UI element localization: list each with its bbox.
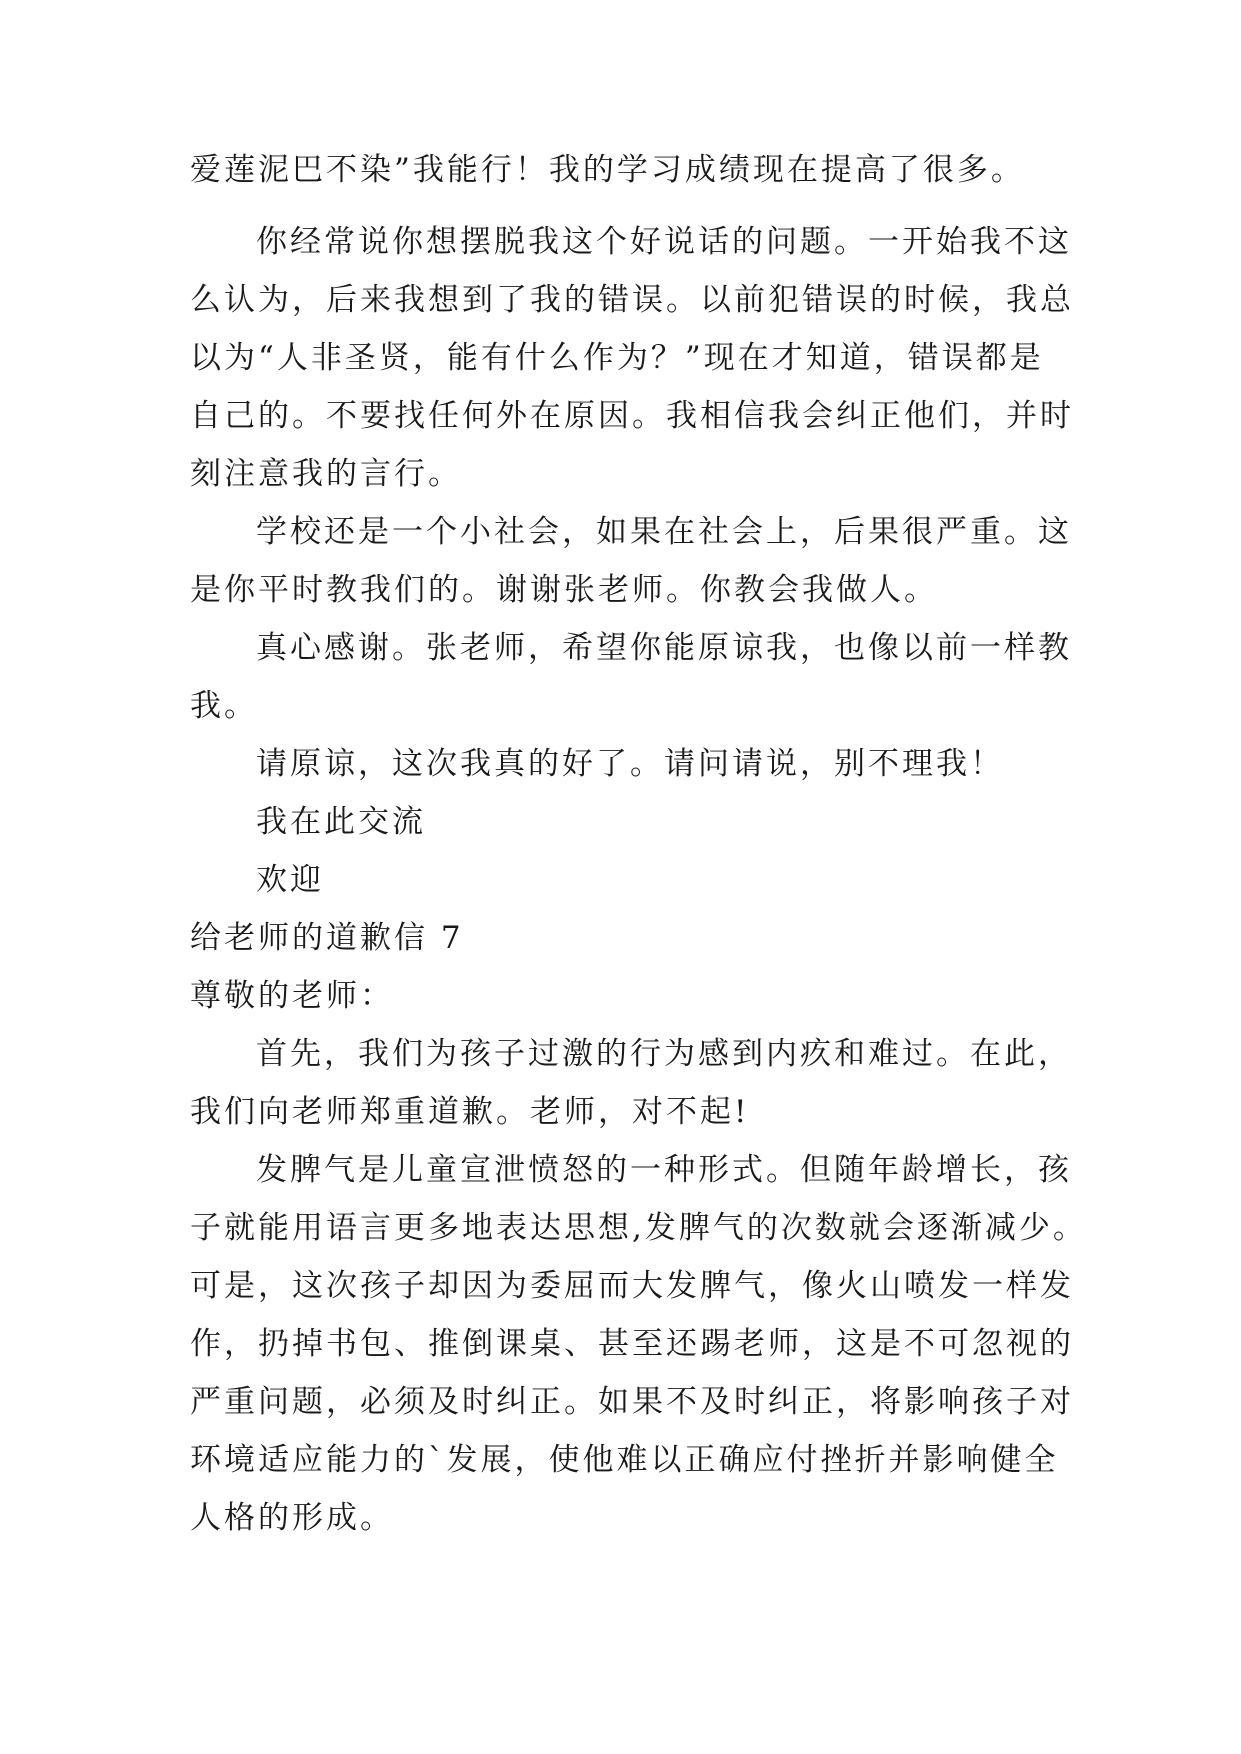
text-line: 人格的形成。 (190, 1500, 394, 1536)
text-line: 环境适应能力的`发展，使他难以正确应付挫折并影响健全 (190, 1442, 1059, 1478)
text-line: 作，扔掉书包、推倒课桌、甚至还踢老师，这是不可忽视的 (190, 1326, 1074, 1362)
text-line: 我们向老师郑重道歉。老师，对不起! (190, 1094, 750, 1130)
text-line: 以为“人非圣贤，能有什么作为？”现在才知道，错误都是 (190, 340, 1044, 376)
text-line: 我。 (190, 688, 258, 724)
text-line: 是你平时教我们的。谢谢张老师。你教会我做人。 (190, 572, 938, 608)
text-line: 子就能用语言更多地表达思想,发脾气的次数就会逐渐减少。 (190, 1210, 1087, 1246)
closing-line: 欢迎 (256, 862, 324, 898)
paragraph-first-line: 发脾气是儿童宣泄愤怒的一种形式。但随年龄增长，孩 (256, 1152, 1072, 1188)
text-line: 刻注意我的言行。 (190, 456, 462, 492)
salutation: 尊敬的老师： (190, 978, 394, 1014)
text-line: 严重问题，必须及时纠正。如果不及时纠正，将影响孩子对 (190, 1384, 1074, 1420)
text-line: 么认为，后来我想到了我的错误。以前犯错误的时候，我总 (190, 282, 1074, 318)
text-line: 自己的。不要找任何外在原因。我相信我会纠正他们，并时 (190, 398, 1074, 434)
paragraph-first-line: 学校还是一个小社会，如果在社会上，后果很严重。这 (256, 514, 1072, 550)
paragraph-first-line: 你经常说你想摆脱我这个好说话的问题。一开始我不这 (256, 224, 1072, 260)
paragraph-first-line: 真心感谢。张老师，希望你能原谅我，也像以前一样教 (256, 630, 1072, 666)
text-line: 可是，这次孩子却因为委屈而大发脾气，像火山喷发一样发 (190, 1268, 1074, 1304)
closing-line: 我在此交流 (256, 804, 426, 840)
paragraph-first-line: 请原谅，这次我真的好了。请问请说，别不理我！ (256, 746, 1004, 782)
paragraph-first-line: 首先，我们为孩子过激的行为感到内疚和难过。在此， (256, 1036, 1072, 1072)
letter-title: 给老师的道歉信 7 (190, 920, 464, 956)
text-line: 爱莲泥巴不染”我能行！我的学习成绩现在提高了很多。 (190, 152, 1025, 188)
